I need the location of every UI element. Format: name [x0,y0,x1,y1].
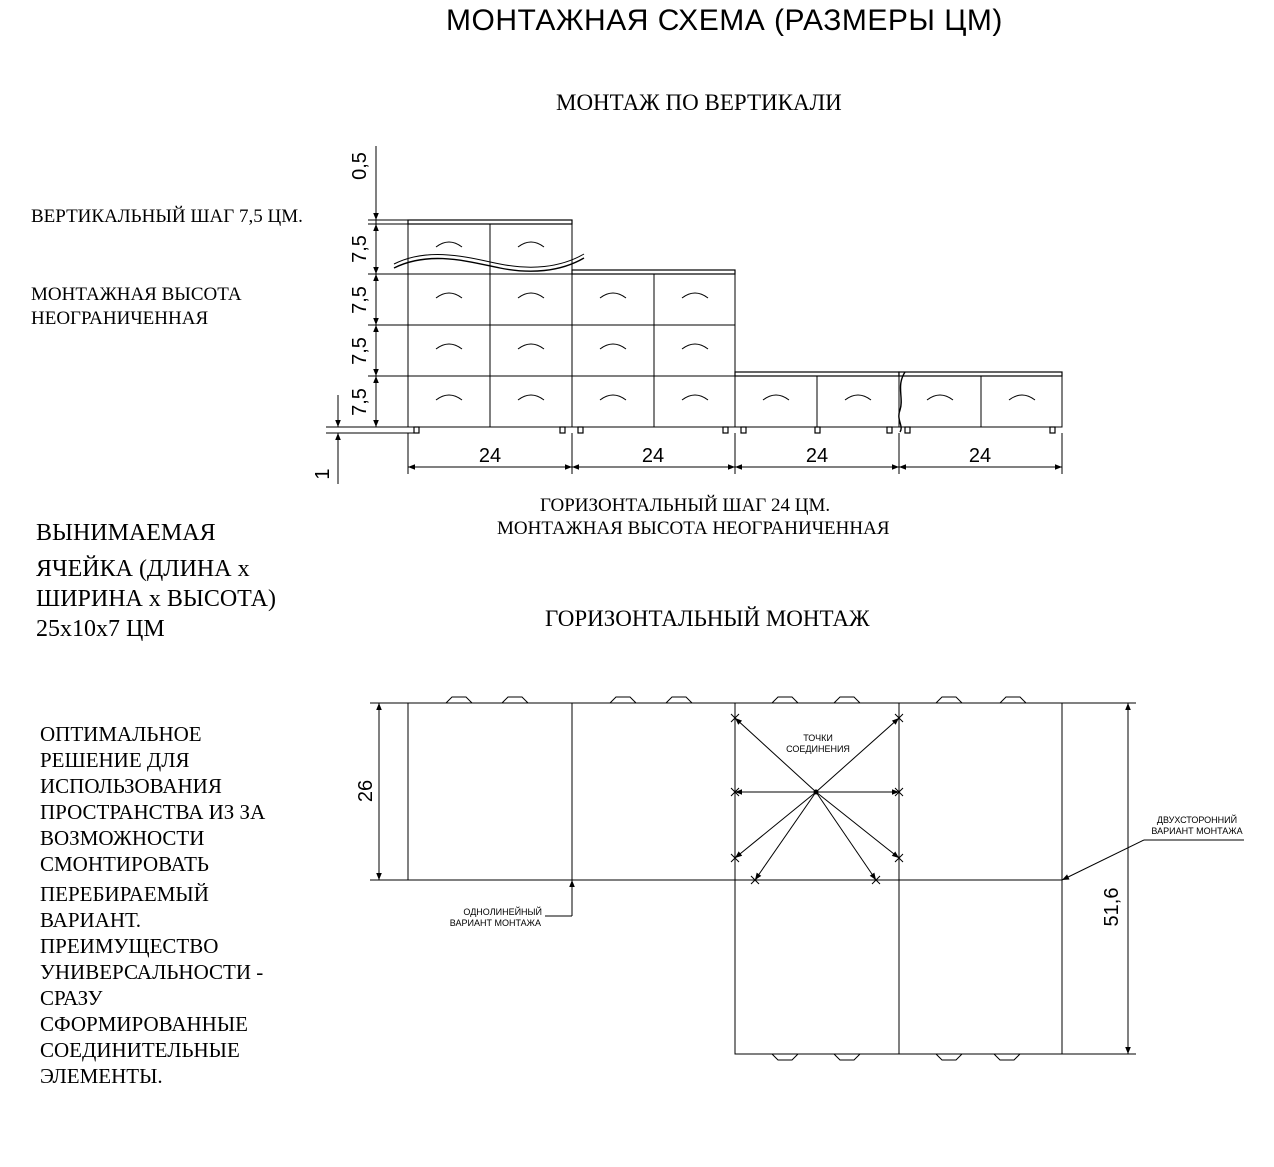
top-connector-bumps [446,697,1026,703]
dimension-51-6 [1062,703,1136,1054]
cell-note-line2: ЯЧЕЙКА (ДЛИНА х [36,556,250,582]
dim-top-label: 0,5 [349,152,371,180]
dim-width-4: 24 [968,445,992,467]
horizontal-mount-heading: ГОРИЗОНТАЛЬНЫЙ МОНТАЖ [545,606,870,631]
dim-height-label: 26 [355,779,377,803]
desc-line-11: СРАЗУ [40,986,103,1010]
connection-points-star [731,714,903,884]
desc-line-5: ВОЗМОЖНОСТИ [40,826,205,850]
top-lid-d [899,372,1062,376]
dim-row3-label: 7,5 [349,337,371,365]
cell-note-line4: 25х10х7 ЦМ [36,616,165,642]
vertical-stack-elevation [312,146,1062,484]
vertical-mount-heading: МОНТАЖ ПО ВЕРТИКАЛИ [556,90,842,115]
double-sided-label-2: ВАРИАНТ МОНТАЖА [1151,826,1243,836]
double-sided-label-1: ДВУХСТОРОННИЙ [1156,815,1238,825]
bottom-connector-bumps [772,1054,1020,1060]
desc-line-3: ИСПОЛЬЗОВАНИЯ [40,774,222,798]
break-line-vertical [899,372,905,432]
horizontal-step-note-line2: МОНТАЖНАЯ ВЫСОТА НЕОГРАНИЧЕННАЯ [497,518,890,539]
dim-row4-label: 7,5 [349,388,371,416]
single-line-label-2: ВАРИАНТ МОНТАЖА [449,918,541,928]
dim-base-label: 1 [312,468,334,480]
dim-width-2: 24 [641,445,665,467]
desc-line-10: УНИВЕРСАЛЬНОСТИ - [40,960,264,984]
joints-label-line2: СОЕДИНЕНИЯ [786,744,850,754]
desc-line-4: ПРОСТРАНСТВА ИЗ ЗА [40,800,266,824]
desc-line-14: ЭЛЕМЕНТЫ. [40,1064,163,1088]
desc-line-2: РЕШЕНИЕ ДЛЯ [40,748,190,772]
desc-line-1: ОПТИМАЛЬНОЕ [40,722,202,746]
feet-row [414,427,1055,433]
cell-note-line1: ВЫНИМАЕМАЯ [36,520,216,546]
desc-line-8: ВАРИАНТ. [40,908,142,932]
horizontal-step-note-line1: ГОРИЗОНТАЛЬНЫЙ ШАГ 24 ЦМ. [540,495,831,516]
joints-label-line1: ТОЧКИ [803,733,833,743]
desc-line-13: СОЕДИНИТЕЛЬНЫЕ [40,1038,240,1062]
mount-height-note-line2: НЕОГРАНИЧЕННАЯ [31,308,209,329]
desc-line-6: СМОНТИРОВАТЬ [40,852,209,876]
dim-width-3: 24 [805,445,829,467]
leader-single-line [450,880,572,928]
top-lid-b [572,270,735,274]
dim-width-1: 24 [478,445,502,467]
desc-line-9: ПРЕИМУЩЕСТВО [40,934,219,958]
horizontal-dimension-chain [408,433,1062,474]
vertical-step-note: ВЕРТИКАЛЬНЫЙ ШАГ 7,5 ЦМ. [31,206,303,227]
top-lid-c [735,372,899,376]
vertical-dimension-chain [312,146,414,484]
mount-height-note-line1: МОНТАЖНАЯ ВЫСОТА [31,284,242,305]
dim-row2-label: 7,5 [349,286,371,314]
dim-row1-label: 7,5 [349,235,371,263]
top-lid-a [408,220,572,224]
leader-double-sided [1062,814,1244,880]
dim-total-label: 51,6 [1101,887,1123,927]
horizontal-plan [355,697,1244,1060]
desc-line-12: СФОРМИРОВАННЫЕ [40,1012,248,1036]
single-line-label-1: ОДНОЛИНЕЙНЫЙ [463,907,542,917]
dimension-26 [355,703,408,880]
page-title: МОНТАЖНАЯ СХЕМА (РАЗМЕРЫ ЦМ) [446,4,1003,37]
cell-note-line3: ШИРИНА х ВЫСОТА) [36,586,276,612]
desc-line-7: ПЕРЕБИРАЕМЫЙ [40,882,209,906]
